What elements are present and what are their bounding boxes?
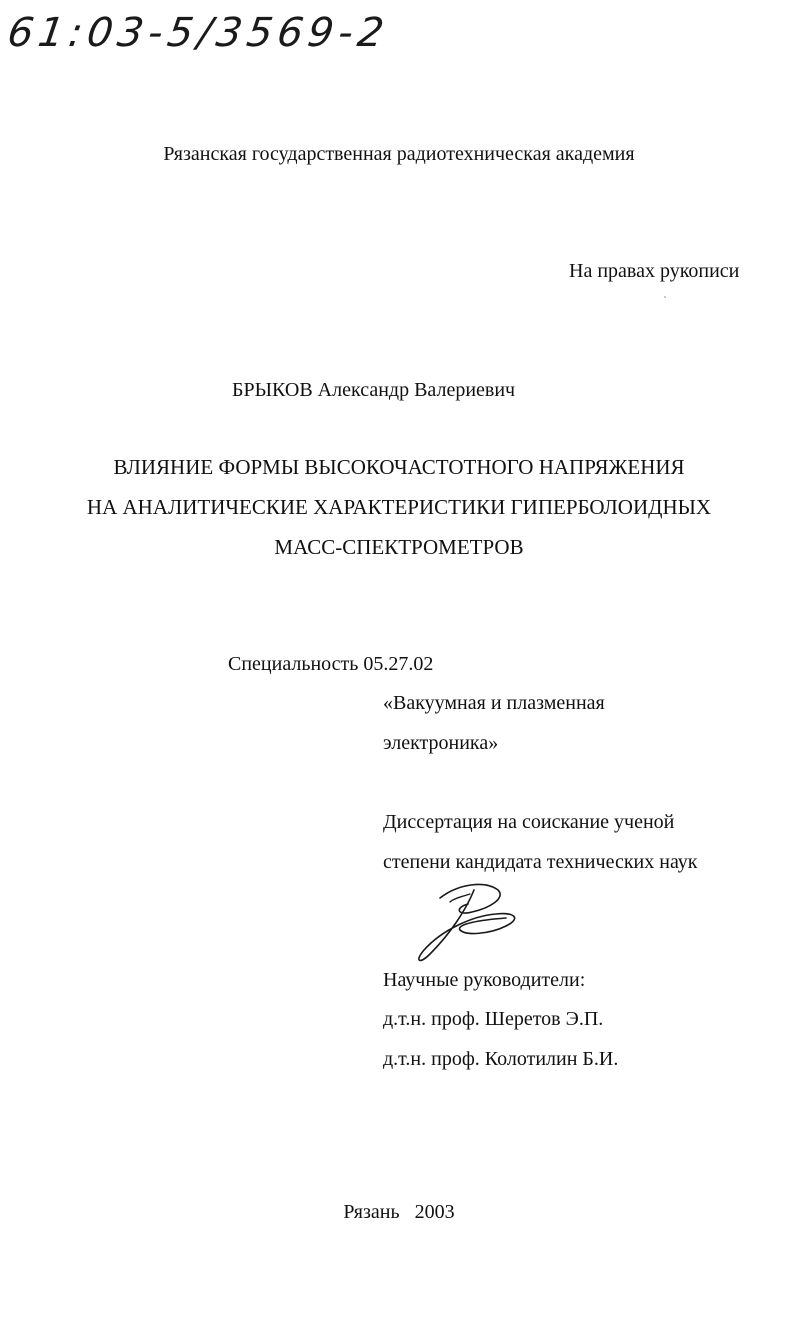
dissertation-line-1: Диссертация на соискание ученой [383, 811, 675, 833]
manuscript-note: На правах рукописи [569, 260, 740, 282]
specialty-name-line-1: «Вакуумная и плазменная [383, 692, 605, 714]
title-line-3: МАСС-СПЕКТРОМЕТРОВ [274, 535, 524, 559]
supervisor-1: д.т.н. проф. Шеретов Э.П. [383, 1008, 604, 1030]
specialty-code: Специальность 05.27.02 [228, 653, 434, 675]
place-and-year: Рязань 2003 [343, 1201, 455, 1223]
supervisors-heading: Научные руководители: [383, 969, 586, 991]
title-line-1: ВЛИЯНИЕ ФОРМЫ ВЫСОКОЧАСТОТНОГО НАПРЯЖЕНИЯ [113, 455, 685, 479]
title-line-2: НА АНАЛИТИЧЕСКИЕ ХАРАКТЕРИСТИКИ ГИПЕРБОЛОИДНЫХ [86, 495, 712, 519]
author-name: БРЫКОВ Александр Валериевич [232, 379, 516, 401]
institution-name: Рязанская государственная радиотехническая академия [163, 143, 635, 165]
registration-number-handwritten: 61:03-5/3569-2 [4, 10, 392, 56]
signature-image [410, 876, 530, 968]
supervisor-2: д.т.н. проф. Колотилин Б.И. [383, 1048, 619, 1070]
specialty-name-line-2: электроника» [383, 732, 499, 754]
scan-dot-mark [664, 296, 666, 298]
dissertation-line-2: степени кандидата технических наук [383, 851, 698, 873]
